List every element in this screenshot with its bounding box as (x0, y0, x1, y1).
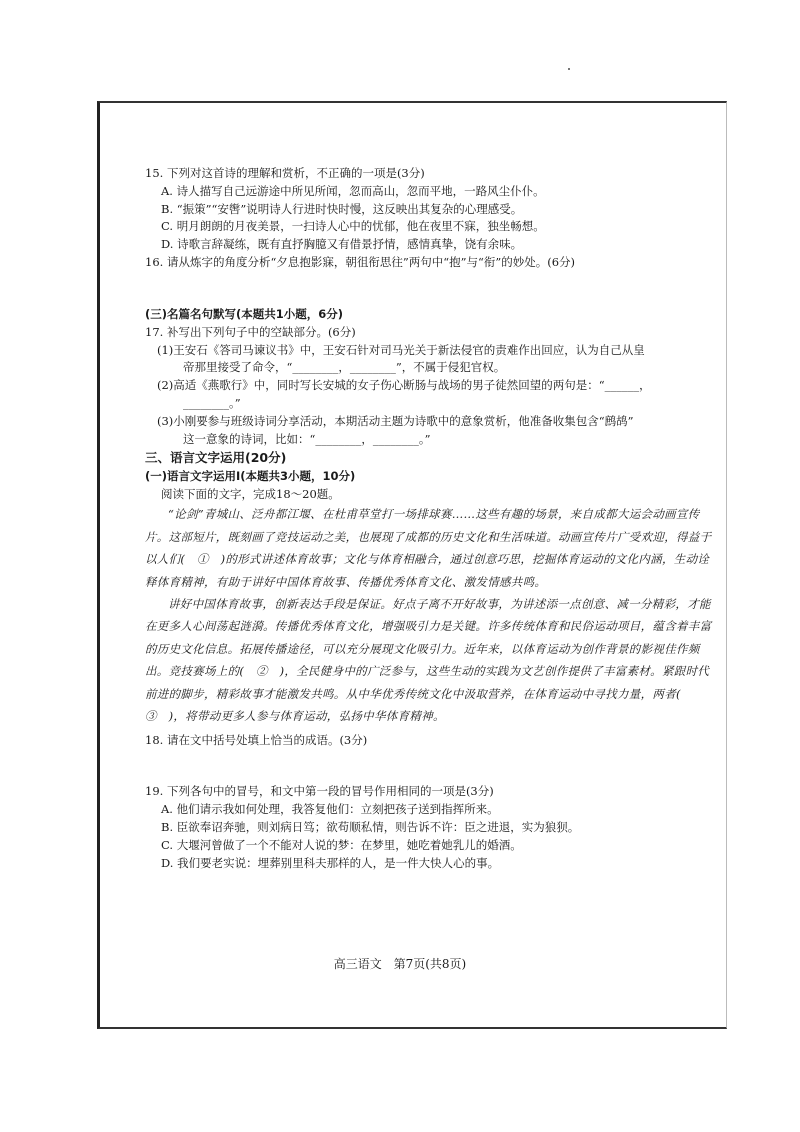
footer-page-number: 第7页(共8页) (393, 957, 467, 971)
question-19-option-b: B. 臣欲奉诏奔驰，则刘病日笃；欲苟顺私情，则告诉不许：臣之进退，实为狼狈。 (161, 820, 580, 835)
question-17-item-3-line-2: 这一意象的诗词，比如：“________，________。” (183, 431, 431, 446)
question-15-option-d: D. 诗歌言辞凝练，既有直抒胸臆又有借景抒情，感情真挚，饶有余味。 (161, 237, 523, 252)
question-15 (145, 165, 715, 254)
question-17-item-3-line-1: (3)小刚要参与班级诗词分享活动，本期活动主题为诗歌中的意象赏析，他准备收集包含“鹧鸪” (157, 413, 634, 428)
question-19-option-d: D. 我们要老实说：埋葬别里科夫那样的人，是一件大快人心的事。 (161, 855, 500, 870)
footer-subject: 高三语文 (333, 957, 382, 971)
exam-content (145, 165, 715, 872)
question-17-item-2-line-2: ________。” (183, 395, 241, 410)
question-17-item-1-line-2: 帝那里接受了命令，“________，________”，不属于侵犯官权。 (183, 360, 506, 375)
page-footer (0, 955, 800, 972)
question-15-option-b: B. “振策”“安辔”说明诗人行进时快时慢，这反映出其复杂的心理感受。 (161, 201, 523, 216)
part-three-title: 三、语言文字运用(20分) (145, 450, 287, 466)
question-17-item-1-line-1: (1)王安石《答司马谏议书》中，王安石针对司马光关于新法侵官的责难作出回应，认为自己从皇 (157, 342, 645, 357)
part-language-use (145, 448, 715, 749)
reading-passage (145, 503, 715, 727)
reading-instruction: 阅读下面的文字，完成18～20题。 (161, 486, 340, 501)
question-19-option-a: A. 他们请示我如何处理，我答复他们：立刻把孩子送到指挥所来。 (161, 802, 499, 817)
passage-paragraph-2: 讲好中国体育故事，创新表达手段是保证。好点子离不开好故事，为讲述添一点创意、减一分精彩，才能在更多人心间荡起涟漪。传播优秀体育文化，增强吸引力是关键。许多传统体育和民俗运动项目，蕴含着丰富的历史文化信息。拓展传播途径，可以充分展现文化吸引力。近年来，以体育运动为创作背景的影视佳作频出。竞技赛场上的( ② )，全民健身中的广泛参与，这些生动的实践为文艺创作提供了丰富素材。紧跟时代前进的脚步，精彩故事才能激发共鸣。从中华优秀传统文化中汲取营养，在体育运动中寻找力量，两者( ③ )，将带动更多人参与体育运动，弘扬中华体育精神。 (145, 597, 712, 724)
scan-speck (568, 68, 570, 70)
part-three-sub1-title: (一)语言文字运用Ⅰ(本题共3小题，10分) (145, 468, 356, 483)
question-18-stem: 18. 请在文中括号处填上恰当的成语。(3分) (145, 732, 368, 747)
question-17-stem: 17. 补写出下列句子中的空缺部分。(6分) (145, 324, 356, 339)
question-19 (145, 783, 715, 872)
question-15-stem: 15. 下列对这首诗的理解和赏析，不正确的一项是(3分) (145, 166, 425, 180)
passage-paragraph-1: “论剑”青城山、泛舟都江堰、在杜甫草堂打一场排球赛……这些有趣的场景，来自成都大运会动画宣传片。这部短片，既刻画了竞技运动之美，也展现了成都的历史文化和生活味道。动画宣传片广受欢迎，得益于以人们( ① )的形式讲述体育故事；文化与体育相融合，通过创意巧思，挖掘体育运动的文化内涵，生动诠释体育精神，有助于讲好中国体育故事、传播优秀体育文化、激发情感共鸣。 (145, 507, 712, 589)
question-15-option-c: C. 明月朗朗的月夜美景，一扫诗人心中的忧郁，他在夜里不寐，独坐畅想。 (161, 219, 545, 234)
question-15-option-a: A. 诗人描写自己远游途中所见所闻，忽而高山，忽而平地，一路风尘仆仆。 (161, 183, 545, 198)
question-19-option-c: C. 大堰河曾做了一个不能对人说的梦：在梦里，她吃着她乳儿的婚酒。 (161, 837, 522, 852)
question-17-item-2-line-1: (2)高适《燕歌行》中，同时写长安城的女子伤心断肠与战场的男子徒然回望的两句是：“______， (157, 378, 651, 393)
question-16-stem: 16. 请从炼字的角度分析“夕息抱影寐，朝徂衔思往”两句中“抱”与“衔”的妙处。(6分) (145, 255, 576, 270)
section-recitation (145, 306, 715, 449)
section-recitation-title: (三)名篇名句默写(本题共1小题，6分) (145, 306, 344, 321)
question-19-stem: 19. 下列各句中的冒号，和文中第一段的冒号作用相同的一项是(3分) (145, 784, 494, 799)
